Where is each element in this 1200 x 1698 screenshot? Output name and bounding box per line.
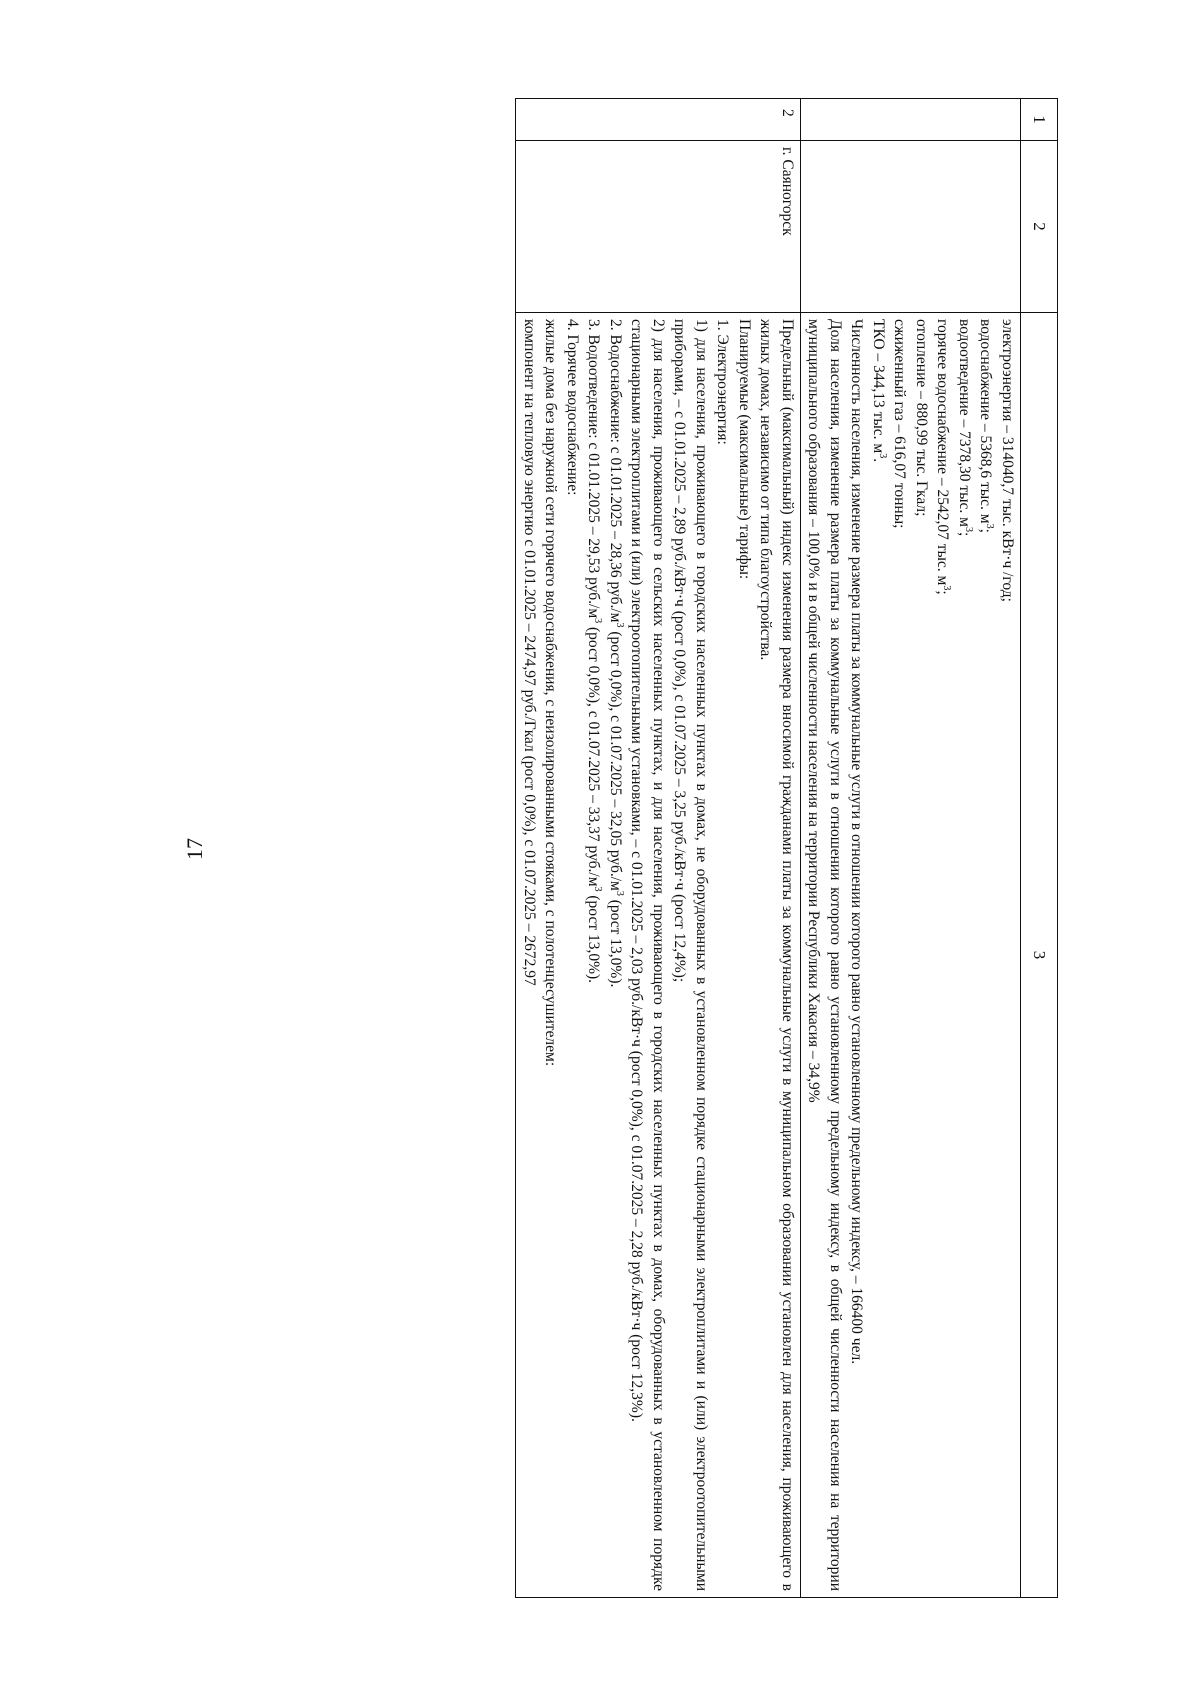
table-header-row (1021, 99, 1058, 1598)
volume-heating: отопление – 880,99 тыс. Гкал; (913, 319, 930, 517)
row1-number (801, 99, 1021, 141)
hot-water-item-1: жилые дома без наружной сети горячего водоснабжения, с неизолированными стояками, с полотенцесушителем: (542, 319, 560, 1067)
tariff-table (516, 98, 1059, 1598)
table-row (516, 99, 801, 1598)
row2-municipality: г. Саяногорск (516, 141, 801, 313)
electricity-item-2: 2) для населения, проживающего в сельских населенных пунктах, и для населения, проживающего в городских населенных пунктах в домах, оборудованных в установленном порядке стационарными электроплитами и (или) электроотопительными установками, – с 01.01.2025 – 2,03 руб./кВт·ч (рост 0,0%), с 01.07.2025 – 2,28 руб./кВт·ч (рост 12,3%). (628, 319, 667, 1591)
planned-tariffs-title: Планируемые (максимальные) тарифы: (736, 319, 753, 580)
row2-content (516, 313, 801, 1598)
header-col-1: 1 (1021, 99, 1058, 141)
population-paragraph: Численность населения, изменение размера платы за коммунальные услуги в отношении которого равно установленному предельному индексу, – 166400 чел. (848, 319, 866, 1365)
volume-gas: сжиженный газ – 616,07 тонны; (891, 319, 909, 529)
header-col-3: 3 (1021, 313, 1058, 1598)
index-intro: Предельный (максимальный) индекс изменения размера вносимой гражданами платы за коммунальные услуги в муниципальном образовании установлен для населения, проживающего в жилых домах, независимо от типа благоустройства. (757, 319, 796, 1591)
hot-water-title: 4. Горячее водоснабжение: (564, 319, 581, 496)
row1-municipality (801, 141, 1021, 313)
volume-water: водоснабжение – 5368,6 тыс. $м^3$; (977, 319, 996, 533)
volume-sewer: водоотведение – 7378,30 тыс. $м^3$; (956, 319, 975, 537)
volume-hot-water: горячее водоснабжение – 2542,07 тыс. $м^3$; (934, 319, 953, 595)
page-number: 17 (182, 838, 207, 860)
population-share-paragraph: Доля населения, изменение размера платы за коммунальные услуги в отношении которого равно установленному предельному индексу, в общей численности населения на территории муниципального образования – 100,0% и в общей численности населения на территории Республики Хакасия – 34,9% (805, 319, 844, 1591)
table-row (801, 99, 1021, 1598)
header-col-2: 2 (1021, 141, 1058, 313)
water-tariff: 2. Водоснабжение: с 01.01.2025 – 28,36 $руб./м^3$ (рост 0,0%), с 01.07.2025 – 32,05 $руб./м^3$ (рост 13,0%). (607, 319, 626, 988)
hot-water-item-2: компонент на тепловую энергию с 01.01.2025 – 2474,97 руб./Гкал (рост 0,0%), с 01.07.2025 – 2672,97 (521, 319, 538, 986)
volume-electricity: электроэнергия – 314040,7 тыс. кВт·ч /год; (999, 319, 1016, 602)
sewer-tariff: 3. Водоотведение: с 01.01.2025 – 29,53 $руб./м^3$ (рост 0,0%), с 01.07.2025 – 33,37 $руб./м^3$ (рост 13,0%). (585, 319, 604, 984)
row1-content (801, 313, 1021, 1598)
volume-waste: ТКО – 344,13 тыс. $м^3$. (870, 319, 889, 463)
electricity-title: 1. Электроэнергия: (714, 319, 732, 445)
row2-number: 2 (516, 99, 801, 141)
tariff-table-container (178, 98, 1058, 1598)
electricity-item-1: 1) для населения, проживающего в городских населенных пунктах в домах, не оборудованных в установленном порядке стационарными электроплитами и (или) электроотопительными приборами, – с 01.01.2025 – 2,89 руб./кВт·ч (рост 0,0%), с 01.07.2025 – 3,25 руб./кВт·ч (рост 12,4%); (671, 319, 710, 1591)
